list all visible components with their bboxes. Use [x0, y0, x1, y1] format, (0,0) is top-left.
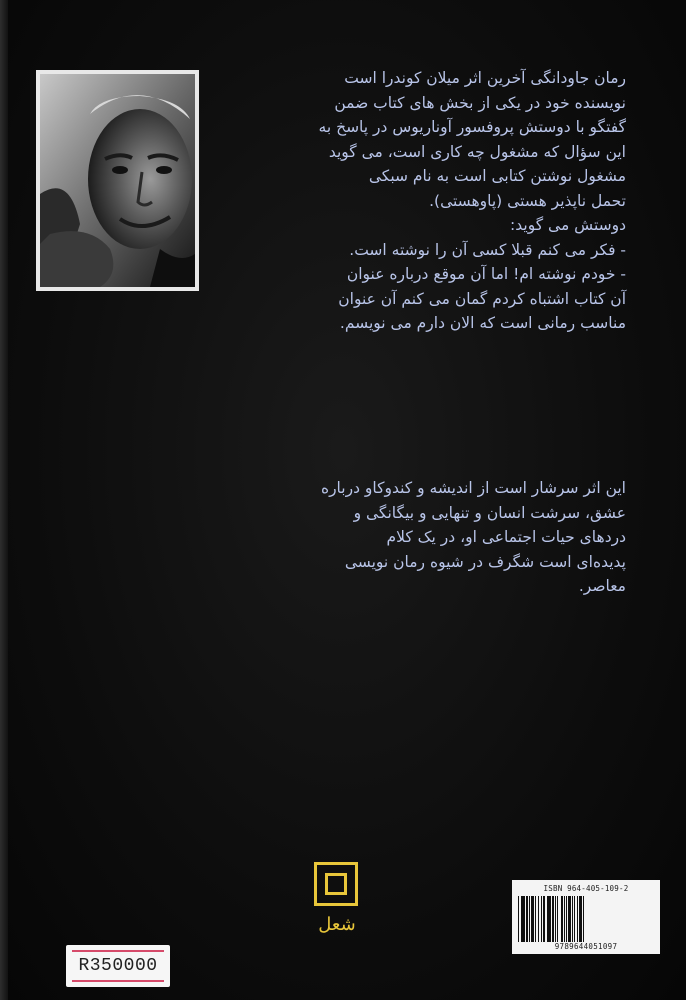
price-sticker: [66, 945, 170, 987]
isbn-barcode: [512, 880, 660, 954]
cover-spine-edge: [0, 0, 8, 1000]
text-line: آن کتاب اشتباه کردم گمان می کنم آن عنوان: [338, 289, 626, 308]
isbn-label: ISBN 964-405-109-2: [543, 884, 629, 893]
text-line: مناسب رمانی است که الان دارم می نویسم.: [339, 314, 626, 332]
text-line: معاصر.: [578, 577, 626, 595]
text-line: تحمل ناپذیر هستی (پاوهستی).: [429, 191, 626, 210]
author-photo: [36, 70, 199, 291]
text-line: رمان جاودانگی آخرین اثر میلان کوندرا است: [344, 69, 626, 87]
barcode-number: 9789644051097: [554, 942, 618, 951]
text-line: نویسنده خود در یکی از بخش های کتاب ضمن: [334, 93, 626, 112]
publisher-name: شعل: [318, 914, 356, 935]
description-paragraph-2: [226, 476, 626, 599]
barcode-bars: [518, 896, 654, 942]
price-text: R350000: [78, 956, 158, 976]
publisher-logo: [312, 862, 364, 962]
publisher-logo-inner-square: [325, 873, 347, 895]
description-paragraph-1: [226, 66, 626, 336]
text-line: این سؤال که مشغول چه کاری است، می گوید: [328, 142, 626, 161]
publisher-logo-icon: [314, 862, 358, 906]
text-line: مشغول نوشتن کتابی است به نام سبکی: [368, 167, 626, 185]
text-line: - خودم نوشته ام! اما آن موقع درباره عنوان: [346, 265, 626, 283]
text-line: دوستش می گوید:: [510, 216, 626, 234]
text-line: این اثر سرشار است از اندیشه و کندوکاو درباره: [320, 479, 626, 497]
author-photo-image: [40, 74, 195, 287]
text-line: پدیده‌ای است شگرف در شیوه رمان نویسی: [344, 552, 626, 571]
barcode-bar: [584, 896, 585, 942]
price-sticker-frame: [72, 950, 164, 982]
text-line: عشق، سرشت انسان و تنهایی و بیگانگی و: [353, 503, 626, 522]
text-line: - فکر می کنم قبلا کسی آن را نوشته است.: [349, 240, 626, 259]
text-line: دردهای حیات اجتماعی او، در یک کلام: [386, 528, 626, 546]
text-line: گفتگو با دوستش پروفسور آوناریوس در پاسخ به: [318, 118, 626, 136]
